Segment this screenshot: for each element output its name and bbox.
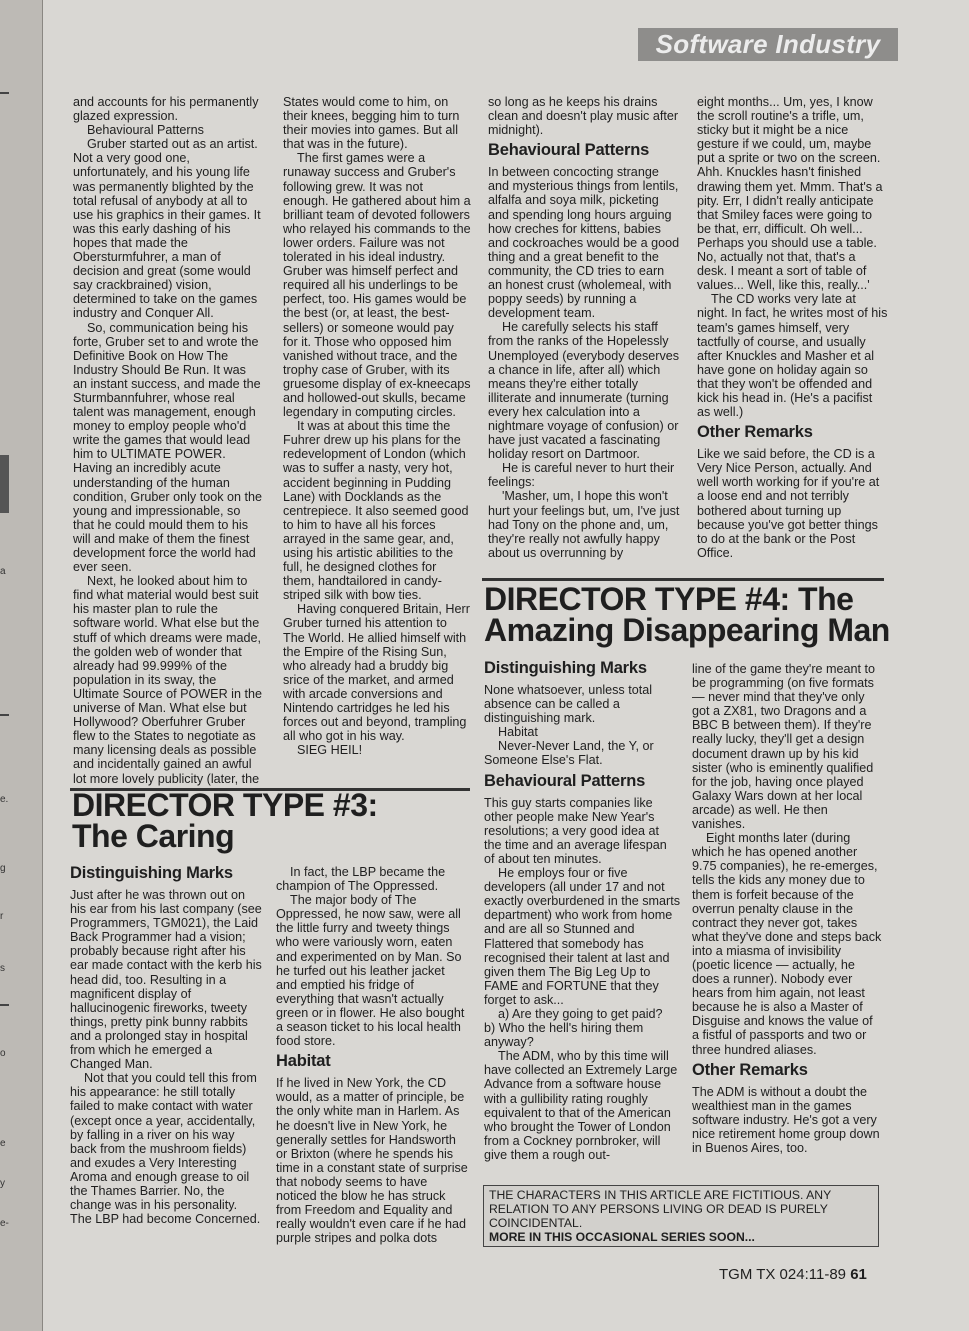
section-heading: Other Remarks [692,1060,808,1079]
paragraph: The ADM, who by this time will have collected an Extremely Large Advance from a software house with a gullibility rating roughly equivalent to that of the American who brought the Tower of London from a Cockney pornbroker, will give them a rough out- [484,1049,678,1162]
section-heading: Behavioural Patterns [488,141,650,160]
paragraph: This guy starts companies like other people make New Year's resolutions; a very good idea at the time and an average lifespan of about ten minutes. [484,795,667,866]
edge-letter: y [0,1178,5,1189]
paragraph: Not that you could tell this from his appearance: he still totally failed to make contact with water (except once a year, accidentally, by falling in a river on his way back from the mushroom fields) and exudes a Very Interesting Aroma and enough grease to oil the Thames Barrier. No, the change was in his personality. The LBP had become Concerned. [70,1071,261,1227]
edge-tick [0,1004,9,1006]
title-line: Amazing Disappearing Man [484,612,890,648]
paragraph: In between concocting strange and mysterious things from lentils, alfalfa and soya milk, picketing and spending long hours arguing how creches for kittens, babies and cockroaches would be a good thing and a great benefit to the community, the CD tries to earn an honest crust (wholemeal, with poppy seeds) by running a development team. [488,165,680,321]
section-heading: Habitat [276,1052,331,1071]
previous-page-edge [0,0,43,1331]
paragraph: so long as he keeps his drains clean and doesn't play music after midnight). [488,95,679,138]
edge-letter: s [0,963,5,974]
director-4-title [484,581,894,648]
paragraph: It was at about this time the Fuhrer drew up his plans for the redevelopment of London (which was to suffer a nasty, very hot, accident beginning in Pudding Lane) with Docklands as the centrepiece. It also seemed good to him to have all his forces arrayed in the same gear, and, using his artistic abilities to the full, he designed clothes for them, handtailored in candy-striped silk with bow ties. [283,419,469,603]
paragraph: SIEG HEIL! [297,743,363,758]
paragraph: So, communication being his forte, Gruber set to and wrote the Definitive Book on How The Industry Should Be Run. It was an instant success, and made the Sturmbannfuhrer, whose real talent was management, enough money to employ people who'd write the games that would lead him to ULTIMATE POWER. Having an incredibly acute understanding of the human condition, Gruber only took on the young and impressionable, so that he could mould them to his will and make of them the finest development force the world had ever seen. [73,320,263,575]
article-column-2 [283,95,471,757]
disclaimer-text: THE CHARACTERS IN THIS ARTICLE ARE FICTITIOUS. ANY RELATION TO ANY PERSONS LIVING OR DEAD IS PURELY COINCIDENTAL. [489,1188,831,1230]
director-3-column-1 [70,860,262,1226]
paragraph: and accounts for his permanently glazed expression. [73,95,259,124]
title-line: DIRECTOR TYPE #4: The [484,581,854,617]
edge-mark [0,455,9,513]
paragraph: He is careful never to hurt their feelings: [488,461,675,490]
edge-tick [0,92,9,94]
paragraph: Like we said before, the CD is a Very Nice Person, actually. And well worth working for if you're at a loose end and not terribly bothered about turning up because you've got better things to do at the bank or the Post Office. [697,447,880,560]
issue-label: TGM TX 024:11-89 [719,1266,847,1283]
director-4-column-1 [484,655,680,1162]
paragraph: Next, he looked about him to find what material would best suit his master plan to rule the software world. What else but the stuff of which dreams were made, the golden web of wonder that already had 99.999% of the population in its sway, the Ultimate Source of POWER in the universe of Man. What else but Hollywood? Oberfuhrer Gruber flew to the States to negotiate as many licensing deals as possible and incidentally gained an awful lot more lovely publicity (later, the [73,574,262,786]
page-number: 61 [850,1266,867,1283]
series-note: MORE IN THIS OCCASIONAL SERIES SOON... [489,1230,755,1244]
paragraph: The major body of The Oppressed, he now saw, were all the little furry and tweety things who were variously worn, eaten and experimented on by Man. So he turfed out his leather jacket and emptied his fridge of everything that wasn't actually green or in flower. He also bought a season ticket to his local health food store. [276,893,465,1049]
edge-letter: e [0,1138,6,1149]
title-line: The Caring [72,818,235,854]
paragraph: None whatsoever, unless total absence can be called a distinguishing mark. [484,683,653,726]
edge-tick [0,714,9,716]
paragraph: The CD works very late at night. In fact, he writes most of his team's games himself, very tactfully of course, and usually after Knuckles and Masher et al have gone on holiday again so that they won't be offended and kick his head in. (He's a pacifist as well.) [697,292,888,420]
paragraph: line of the game they're meant to be programming (on five formats — never mind that they've only got a ZX81, two Dragons and a BBC B between them). If they're really lucky, they'll get a design document drawn up by his kid sister (who is eminently qualified for the job, having once played Galaxy Wars down at her local arcade) as well. He then vanishes. [692,662,876,832]
paragraph: In fact, the LBP became the champion of The Oppressed. [276,865,446,894]
section-heading: Behavioural Patterns [484,771,646,790]
paragraph: The first games were a runaway success and Gruber's following grew. It was not enough. He gathered about him a brilliant team of devoted followers who relayed his commands to the lower orders. Failure was not tolerated in his ideal industry. Gruber was himself perfect and required all his underlings to be perfect, too. His games would be the best (or, at least, the best-sellers) or someone would pay for it. Those who opposed him vanished without trace, and the trophy case of Gruber, with its gruesome display of ex-kneecaps and hollowed-out skulls, became legendary in computing circles. [283,151,471,420]
paragraph: He employs four or five developers (all under 17 and not exactly overburdened in the smarts department) who work from home and are all so Stunned and Flattered that somebody has recognised their talent at last and given them The Big Leg Up to FAME and FORTUNE that they forget to ask... [484,866,681,1007]
paragraph: Just after he was thrown out on his ear from his last company (see Programmers, TGM021), the Laid Back Programmer had a vision; probably because right after his ear made contact with the kerb his head did, too. Resulting in a magnificent display of hallucinogenic fireworks, tweety things, pretty pink bunny rabbits and a prolonged stay in hospital from which he emerged a Changed Man. [70,888,262,1072]
paragraph: b) Who the hell's hiring them anyway? [484,1021,644,1050]
paragraph: Gruber started out as an artist. Not a very good one, unfortunately, and his young life was permanently blighted by the total refusal of anybody at all to use his graphics in their games. It was this early dashing of his hopes that made the Obersturmfuhrer, a man of decision and great (some would say crackbrained) vision, determined to take on the games industry and Conquer All. [73,137,261,321]
article-column-1 [73,95,263,786]
disclaimer-box [483,1185,879,1247]
director-4-column-2 [692,662,882,1155]
paragraph: eight months... Um, yes, I know the scroll routine's a trifle, um, sticky but it might be a nice gesture if we could, um, maybe put a sprite or two on the screen. Ahh. Knuckles hasn't finished drawing them yet. Mmm. That's a pity. Err, I didn't really anticipate that Smiley faces were going to be that, err, difficult. Oh well... Perhaps you should use a table. No, actually not that, that's a desk. I meant a sort of table of values... Well, like this, really...' [697,95,883,293]
section-heading: Other Remarks [697,423,813,442]
edge-letter: a [0,566,6,577]
section-heading: Distinguishing Marks [70,864,233,882]
section-heading: Distinguishing Marks [484,659,647,677]
paragraph: a) Are they going to get paid? [498,1006,663,1021]
page-footer [719,1266,867,1283]
edge-letter: e- [0,1218,9,1229]
paragraph: If he lived in New York, the CD would, as a matter of principle, be the only white man in Harlem. As he doesn't live in New York, he generally settles for Handsworth or Brixton (where he spends his time in a constant state of surprise that nobody seems to have noticed the blow he has struck from Freedom and Equality and really wouldn't even care if he had purple stripes and polka dots [276,1076,468,1246]
paragraph: Habitat [498,725,538,740]
edge-letter: r [0,911,4,922]
paragraph: Eight months later (during which he has opened another 9.75 companies), he re-emerges, tells the kids any money due to them is forfeit because of the overrun penalty clause in the contract they never got, takes what they've done and steps back into a miasma of invisibility (poetic licence — actually, he does a runner). Nobody ever hears from him again, not least because he is also a Master of Disguise and knows the value of a fistful of passports and two or three hundred aliases. [692,831,882,1057]
edge-letter: o [0,1048,6,1059]
paragraph: States would come to him, on their knees, begging him to turn their movies into games. But all that was in the future). [283,95,460,152]
paragraph: Behavioural Patterns [87,123,204,138]
paragraph: 'Masher, um, I hope this won't hurt your feelings but, um, I've just had Tony on the phone and, um, they're really not awfully happy about us overrunning by [488,489,680,560]
paragraph: Having conquered Britain, Herr Gruber turned his attention to The World. He allied himself with the Empire of the Rising Sun, who already had a bruddy big srice of the market, and armed with arcade conversions and Nintendo cartridges he led his forces out and beyond, trampling all who got in his way. [283,602,470,744]
article-column-3 [488,95,680,560]
title-line: DIRECTOR TYPE #3: [72,787,378,823]
edge-letter: g [0,863,6,874]
director-3-column-2 [276,865,468,1245]
paragraph: He carefully selects his staff from the ranks of the Hopelessly Unemployed (everybody deserves a chance in life, after all) which means they're either totally illiterate and innumerate (turning every hex calculation into a nightmare voyage of confusion) or have just vacated a fascinating holiday resort on Dartmoor. [488,320,680,462]
director-3-title [72,787,472,854]
article-column-4 [697,95,889,560]
paragraph: The ADM is without a doubt the wealthiest man in the games software industry. He's got a very nice retirement home group down in Buenos Aires, too. [692,1084,880,1155]
section-header: Software Industry [638,28,898,61]
edge-letter: e. [0,794,9,805]
paragraph: Never-Never Land, the Y, or Someone Else's Flat. [484,739,654,768]
